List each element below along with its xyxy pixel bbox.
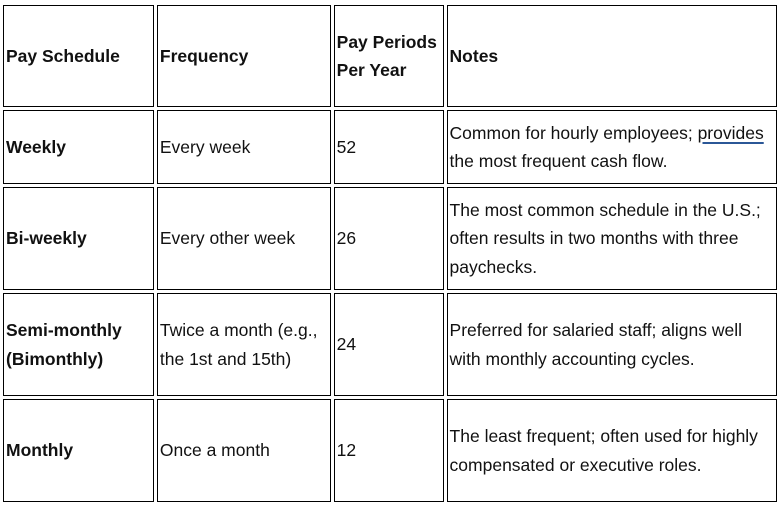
spellcheck-flagged-word[interactable]: provides [697,122,764,143]
table-header-row [3,5,777,107]
notes-text: Common for hourly employees; [449,122,698,143]
cell-schedule: Bi-weekly [3,187,154,290]
cell-periods: 24 [334,293,444,396]
cell-frequency: Twice a month (e.g., the 1st and 15th) [157,293,331,396]
cell-schedule: Semi-monthly (Bimonthly) [3,293,154,396]
cell-frequency: Every other week [157,187,331,290]
cell-periods: 26 [334,187,444,290]
cell-periods: 52 [334,110,444,184]
cell-notes [447,110,777,184]
cell-notes: The least frequent; often used for highly compensated or executive roles. [447,399,777,502]
header-notes: Notes [447,5,777,107]
header-pay-periods-per-year: Pay Periods Per Year [334,5,444,107]
pay-schedule-table [0,2,777,505]
table-row [3,293,777,396]
cell-notes: Preferred for salaried staff; aligns well with monthly accounting cycles. [447,293,777,396]
cell-periods: 12 [334,399,444,502]
cell-frequency: Once a month [157,399,331,502]
cell-notes: The most common schedule in the U.S.; often results in two months with three paychecks. [447,187,777,290]
header-pay-schedule: Pay Schedule [3,5,154,107]
table-row [3,399,777,502]
table-row [3,187,777,290]
header-frequency: Frequency [157,5,331,107]
notes-text: the most frequent cash flow. [449,151,668,171]
cell-frequency: Every week [157,110,331,184]
cell-schedule: Weekly [3,110,154,184]
cell-schedule: Monthly [3,399,154,502]
table-row [3,110,777,184]
